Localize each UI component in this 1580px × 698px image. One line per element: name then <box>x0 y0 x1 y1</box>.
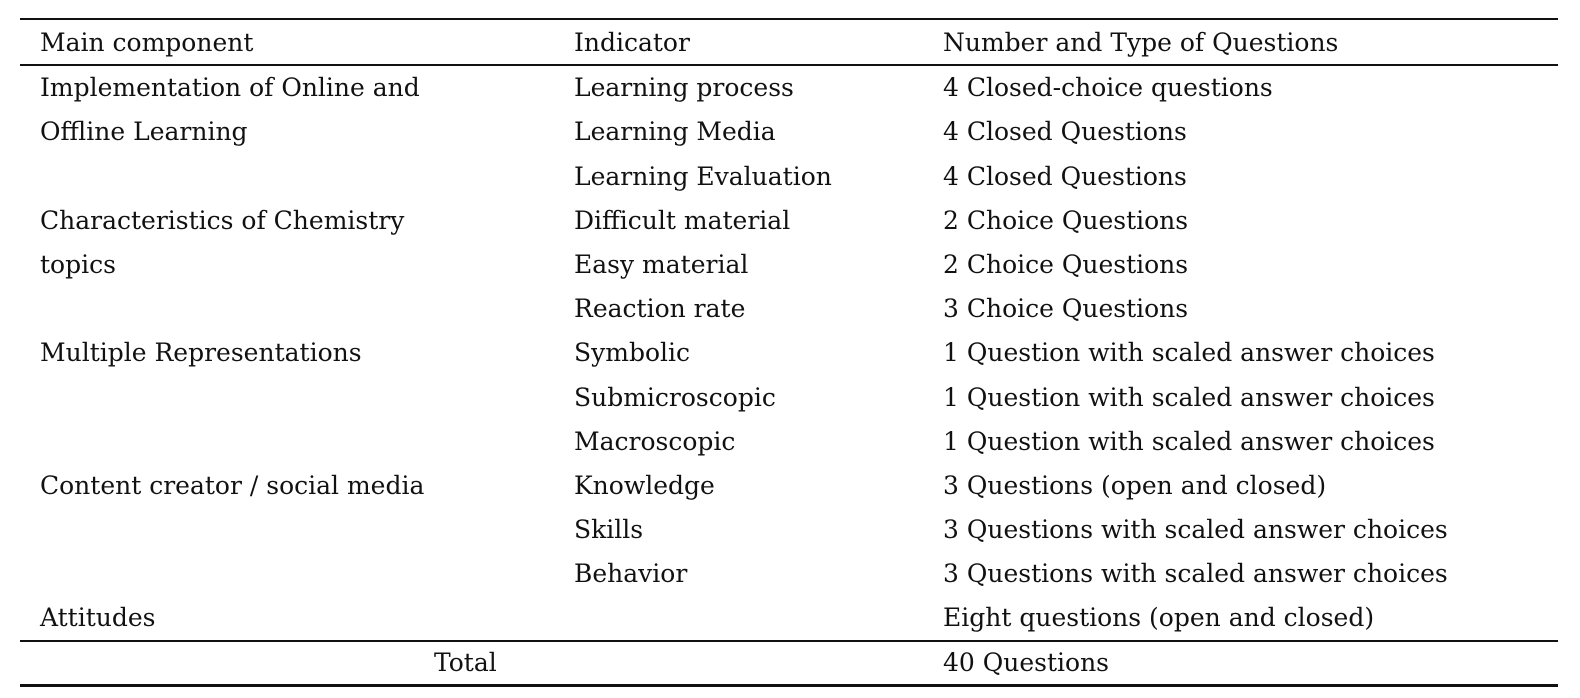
indicator-cell: Learning Media <box>574 117 776 146</box>
indicator-cell: Easy material <box>574 250 749 279</box>
main-component-3: Multiple Representations <box>40 338 362 367</box>
main-component-4: Content creator / social media <box>40 471 425 500</box>
questions-cell: 4 Closed Questions <box>943 117 1187 146</box>
header-rule <box>20 64 1558 66</box>
indicator-cell: Learning process <box>574 73 794 102</box>
main-component-2-line2: topics <box>40 250 116 279</box>
questions-cell: 2 Choice Questions <box>943 250 1189 279</box>
questions-cell: 2 Choice Questions <box>943 206 1189 235</box>
questions-cell: 3 Choice Questions <box>943 294 1189 323</box>
questions-cell: 3 Questions (open and closed) <box>943 471 1327 500</box>
indicator-cell: Submicroscopic <box>574 383 776 412</box>
questions-cell: 1 Question with scaled answer choices <box>943 338 1435 367</box>
questions-cell: 3 Questions with scaled answer choices <box>943 515 1448 544</box>
header-indicator: Indicator <box>574 28 690 57</box>
header-number-type: Number and Type of Questions <box>943 28 1339 57</box>
questions-cell: 4 Closed-choice questions <box>943 73 1273 102</box>
indicator-cell: Symbolic <box>574 338 691 367</box>
questions-cell: 1 Question with scaled answer choices <box>943 427 1435 456</box>
questions-cell: 3 Questions with scaled answer choices <box>943 559 1448 588</box>
main-component-5: Attitudes <box>40 603 156 632</box>
indicator-cell: Knowledge <box>574 471 715 500</box>
indicator-cell: Reaction rate <box>574 294 746 323</box>
total-label: Total <box>434 648 497 677</box>
indicator-cell: Skills <box>574 515 644 544</box>
questions-cell: Eight questions (open and closed) <box>943 603 1375 632</box>
table-top-rule <box>20 18 1558 20</box>
questions-cell: 1 Question with scaled answer choices <box>943 383 1435 412</box>
main-component-2-line1: Characteristics of Chemistry <box>40 206 405 235</box>
main-component-1-line2: Offline Learning <box>40 117 248 146</box>
main-component-1-line1: Implementation of Online and <box>40 73 420 102</box>
total-rule <box>20 640 1558 642</box>
header-main-component: Main component <box>40 28 254 57</box>
questions-cell: 4 Closed Questions <box>943 162 1187 191</box>
table-bottom-rule <box>20 684 1558 687</box>
indicator-cell: Macroscopic <box>574 427 736 456</box>
total-value: 40 Questions <box>943 648 1110 677</box>
indicator-cell: Difficult material <box>574 206 791 235</box>
indicator-cell: Behavior <box>574 559 688 588</box>
indicator-cell: Learning Evaluation <box>574 162 832 191</box>
